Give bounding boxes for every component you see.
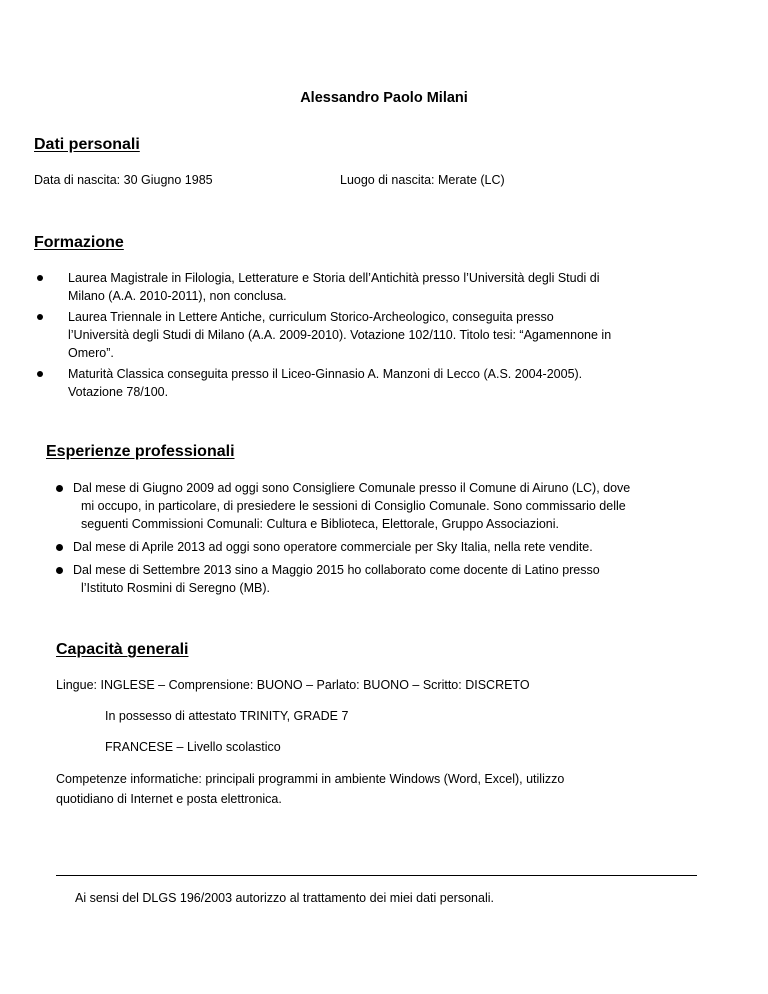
french-line: FRANCESE – Livello scolastico xyxy=(105,740,281,754)
birth-date: Data di nascita: 30 Giugno 1985 xyxy=(34,173,213,187)
education-item: Laurea Triennale in Lettere Antiche, curriculum Storico-Archeologico, conseguita presso l’Università degli Studi di Milano (A.A. 2009-2010). Votazione 102/110. Titolo tesi: “Agamennone in Omero”. xyxy=(68,308,728,362)
birth-place: Luogo di nascita: Merate (LC) xyxy=(340,173,505,187)
page-title: Alessandro Paolo Milani xyxy=(300,90,468,106)
section-title-education: Formazione xyxy=(34,234,124,251)
education-list xyxy=(68,269,728,404)
experience-item: Dal mese di Aprile 2013 ad oggi sono operatore commerciale per Sky Italia, nella rete vendite. xyxy=(73,538,733,556)
bullet-icon xyxy=(56,485,63,492)
section-title-experience: Esperienze professionali xyxy=(46,443,235,460)
bullet-icon xyxy=(56,567,63,574)
section-title-personal: Dati personali xyxy=(34,136,140,153)
languages-line: Lingue: INGLESE – Comprensione: BUONO – Parlato: BUONO – Scritto: DISCRETO xyxy=(56,678,530,692)
bullet-icon xyxy=(37,314,43,320)
experience-item: Dal mese di Settembre 2013 sino a Maggio 2015 ho collaborato come docente di Latino presso l’Istituto Rosmini di Seregno (MB). xyxy=(73,561,733,597)
experience-item: Dal mese di Giugno 2009 ad oggi sono Consigliere Comunale presso il Comune di Airuno (LC), dove mi occupo, in particolare, di presiedere le sessioni di Consiglio Comunale. Sono commissario delle seguenti Commissioni Comunali: Cultura e Biblioteca, Elettorale, Gruppo Associazioni. xyxy=(73,479,733,533)
privacy-consent: Ai sensi del DLGS 196/2003 autorizzo al trattamento dei miei dati personali. xyxy=(75,891,494,905)
computer-skills-line-1: Competenze informatiche: principali programmi in ambiente Windows (Word, Excel), utilizzo xyxy=(56,772,565,786)
footer-divider xyxy=(56,875,697,876)
education-item: Laurea Magistrale in Filologia, Letterature e Storia dell’Antichità presso l’Università degli Studi di Milano (A.A. 2010-2011), non conclusa. xyxy=(68,269,728,305)
bullet-icon xyxy=(37,275,43,281)
bullet-icon xyxy=(37,371,43,377)
section-title-skills: Capacità generali xyxy=(56,641,189,658)
certificate-line: In possesso di attestato TRINITY, GRADE 7 xyxy=(105,709,349,723)
computer-skills-line-2: quotidiano di Internet e posta elettronica. xyxy=(56,792,282,806)
education-item: Maturità Classica conseguita presso il Liceo-Ginnasio A. Manzoni di Lecco (A.S. 2004-2005). Votazione 78/100. xyxy=(68,365,728,401)
bullet-icon xyxy=(56,544,63,551)
experience-list xyxy=(73,479,733,602)
